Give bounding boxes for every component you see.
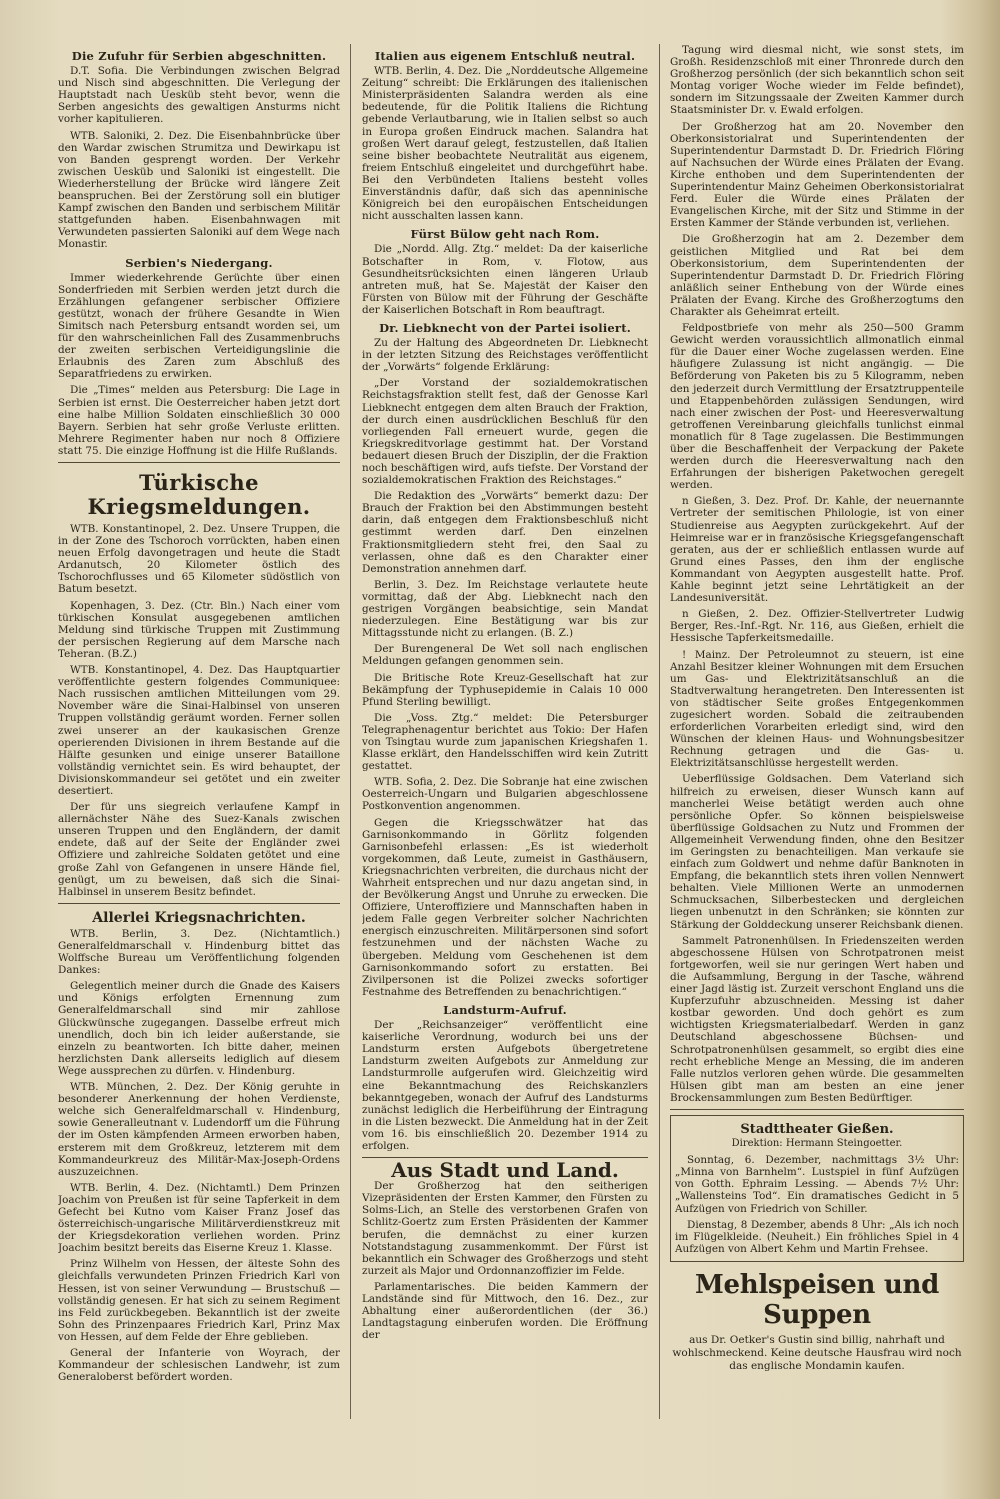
article-paragraph: WTB. Konstantinopel, 2. Dez. Unsere Truppen, die in der Zone des Tschoroch vorrückten, haben einen neuen Erfolg davongetragen und heute die Stadt Ardanutsch, 20 Kilometer östlich des Tschorochflusses und 65 Kilometer südöstlich von Batum besetzt. — [58, 523, 340, 596]
article-paragraph: Der „Reichsanzeiger“ veröffentlicht eine kaiserliche Verordnung, wodurch bei uns der Landsturm ersten Aufgebots übergetretene Landsturm zweiten Aufgebots zur Anmeldung zur Landsturmrolle aufgerufen wird. Gleichzeitig wird eine Bekanntmachung des Reichskanzlers bekanntgegeben, wonach der Aufruf des Landsturms zunächst lediglich die Herbeiführung der Eintragung in die Listen bezweckt. Die Anmeldung hat in der Zeit vom 16. bis einschließlich 20. Dezember 1914 zu erfolgen. — [362, 1019, 648, 1152]
headline: Landsturm-Aufruf. — [443, 1002, 567, 1017]
article-paragraph: Tagung wird diesmal nicht, wie sonst stets, im Großh. Residenzschloß mit einer Thronrede durch den Großherzog persönlich (der sich bekanntlich schon seit Montag voriger Woche wieder im Felde befindet), sondern im Sitzungssaale der Zweiten Kammer durch Staatsminister Dr. v. Ewald erfolgen. — [670, 44, 964, 117]
article-paragraph: D.T. Sofia. Die Verbindungen zwischen Belgrad und Nisch sind abgeschnitten. Die Verlegung der Hauptstadt nach Uesküb steht bevor, wenn die Serben angesichts des gewaltigen Ansturms nicht vorher kapitulieren. — [58, 65, 340, 126]
column-1 — [58, 44, 340, 1479]
article-paragraph: Gegen die Kriegsschwätzer hat das Garnisonkommando in Görlitz folgenden Garnisonbefehl erlassen: „Es ist wiederholt vorgekommen, daß Leute, zumeist in Gasthäusern, Kriegsnachrichten verbreiten, die durchaus nicht der Wahrheit entsprechen und nur dazu angetan sind, in der Bevölkerung Angst und Unruhe zu erwecken. Die Offiziere, Unteroffiziere und Mannschaften haben in jedem Falle gegen Verbreiter solcher Nachrichten energisch einzuschreiten. Militärpersonen sind sofort festzunehmen und der nächsten Wache zu übergeben. Meldung vom Geschehenen ist dem Garnisonkommando sofort zu erstatten. Bei Zivilpersonen ist die Polizei zwecks sofortiger Festnahme des Betreffenden zu benachrichtigen.“ — [362, 816, 648, 998]
headline: Fürst Bülow geht nach Rom. — [410, 227, 600, 242]
section-headline: Aus Stadt und Land. — [391, 1158, 619, 1183]
article-paragraph: Ueberflüssige Goldsachen. Dem Vaterland sich hilfreich zu erweisen, dieser Wunsch kann auf mancherlei Weise betätigt werden auch ohne persönliche Opfer. So können beispielsweise überflüssige Goldsachen zu Nutz und Frommen der Allgemeinheit Verwendung finden, ohne den Besitzer im Geringsten zu benachteiligen. Man verkaufe sie einfach zum Goldwert und nehme dafür Banknoten in Empfang, die bekanntlich stets ihren vollen Nennwert behalten. Viele Millionen Werte an unmodernen Schmucksachen, Silberbestecken und dergleichen liegen unbenutzt in den Schränken; sie könnten zur Stärkung der Golddeckung unserer Reichsbank dienen. — [670, 773, 964, 931]
article-paragraph: Die Britische Rote Kreuz-Gesellschaft hat zur Bekämpfung der Typhusepidemie in Calais 10 000 Pfund Sterling bewilligt. — [362, 671, 648, 708]
article-paragraph: n Gießen, 2. Dez. Offizier-Stellvertreter Ludwig Berger, Res.-Inf.-Rgt. Nr. 116, aus Gießen, erhielt die Hessische Tapferkeitsmedaille. — [670, 608, 964, 645]
section-headline: Türkische Kriegsmeldungen. — [87, 470, 311, 519]
article-paragraph: Die „Times“ melden aus Petersburg: Die Lage in Serbien ist ernst. Die Oesterreicher haben jetzt dort eine halbe Million Soldaten einschließlich 30 000 Bayern. Serbien hat sehr große Verluste erlitten. Mehrere Regimenter haben nur noch 8 Offiziere statt 75. Die einzige Hoffnung ist die Hilfe Rußlands. — [58, 384, 340, 457]
column-3 — [670, 44, 964, 1479]
article-paragraph: Prinz Wilhelm von Hessen, der älteste Sohn des gleichfalls verwundeten Prinzen Friedrich Karl von Hessen, ist von seiner Verwundung — Brustschuß — vollständig genesen. Er hat sich zu seinem Regiment ins Feld zurückbegeben. Bekanntlich ist der zweite Sohn des Prinzenpaares Friedrich Karl, Prinz Max von Hessen, auf dem Felde der Ehre geblieben. — [58, 1258, 340, 1343]
theater-listing: Dienstag, 8 Dezember, abends 8 Uhr: „Als ich noch im Flügelkleide. (Neuheit.) Ein fröhliches Spiel in 4 Aufzügen von Albert Kehm und Martin Frehsee. — [675, 1218, 959, 1255]
article-paragraph: Die „Voss. Ztg.“ meldet: Die Petersburger Telegraphenagentur berichtet aus Tokio: Der Hafen von Tsingtau wurde zum japanischen Kriegshafen 1. Klasse erklärt, den Handelsschiffen wird kein Zutritt gestattet. — [362, 711, 648, 773]
divider — [670, 1109, 964, 1110]
article-paragraph: Die „Nordd. Allg. Ztg.“ meldet: Da der kaiserliche Botschafter in Rom, v. Flotow, aus Gesundheitsrücksichten einen längeren Urlaub antreten muß, hat Se. Majestät der Kaiser den Fürsten von Bülow mit der Führung der Geschäfte der Kaiserlichen Botschaft in Rom beauftragt. — [362, 243, 648, 316]
section-headline: Allerlei Kriegsnachrichten. — [92, 909, 306, 926]
article-paragraph: WTB. Konstantinopel, 4. Dez. Das Hauptquartier veröffentlichte gestern folgendes Communiquee: Nach russischen amtlichen Mitteilungen vom 29. November wäre die Sinai-Halbinsel von unseren Truppen vollständig geräumt worden. Ferner sollen zwei unserer an der kaukasischen Grenze operierenden Divisionen in ihrem Bestande auf die Hälfte gesunken und einige unserer Bataillone vollständig vernichtet sein. Es wird behauptet, der Divisionskommandeur sei getötet und ein zweiter desertiert. — [58, 664, 340, 797]
article-paragraph: Der Burengeneral De Wet soll nach englischen Meldungen gefangen genommen sein. — [362, 643, 648, 668]
headline: Italien aus eigenem Entschluß neutral. — [374, 49, 636, 63]
article-paragraph: ! Mainz. Der Petroleumnot zu steuern, ist eine Anzahl Besitzer kleiner Wohnungen mit dem Ersuchen um Gas- und Elektrizitätsanschluß an die Stadtverwaltung herangetreten. Den Interessenten ist von städtischer Seite großes Entgegenkommen zugesichert worden. Sobald die zeitraubenden erforderlichen Vorarbeiten erledigt sind, wird den Wünschen der kleinen Haus- und Wohnungsbesitzer Rechnung getragen und die Gas- u. Elektrizitätsanschlüsse hergestellt werden. — [670, 648, 964, 770]
article-paragraph: Die Großherzogin hat am 2. Dezember dem geistlichen Mitglied und Rat bei dem Oberkonsistorium, dem Superintendenten der Superintendentur Darmstadt D. Dr. Friedrich Flöring anläßlich seiner Enthebung von der Würde eines Prälaten der Evang. Kirche des Großherzogtums den Charakter als Geheimrat erteilt. — [670, 233, 964, 318]
column-rule — [350, 44, 351, 1419]
article-paragraph: WTB. Berlin, 4. Dez. Die „Norddeutsche Allgemeine Zeitung“ schreibt: Die Erklärungen des italienischen Ministerpräsidenten Salandra werden als eine bedeutende, für die Politik Italiens die Richtung gebende Verlautbarung, wie in Italien selbst so auch in Europa großen Eindruck machen. Salandra hat großen Wert darauf gelegt, festzustellen, daß Italien seine bisher beobachtete Neutralität aus eigenem, freiem Entschluß eingeleitet und durchgeführt habe. Bei den Verbündeten Italiens besteht volles Einverständnis dafür, daß sich das apenninische Königreich bei den europäischen Entscheidungen nicht ausschalten lassen kann. — [362, 65, 648, 223]
article-paragraph: Immer wiederkehrende Gerüchte über einen Sonderfrieden mit Serbien werden jetzt durch die Erzählungen gefangener serbischer Offiziere gestützt, wonach der frühere Gesandte in Wien Simitsch nach Petersburg entsandt worden sei, um für den wahrscheinlichen Fall des Zusammenbruchs der zweiten serbischen Verteidigungslinie die Erlaubnis des Zaren zum Abschluß des Separatfriedens zu erwirken. — [58, 271, 340, 381]
article-paragraph: Der Großherzog hat den seitherigen Vizepräsidenten der Ersten Kammer, den Fürsten zu Solms-Lich, an Stelle des verstorbenen Grafen von Schlitz-Goertz zum Ersten Präsidenten der Kammer berufen, die demnächst zu einer kurzen Notstandstagung zusammenkommt. Der Fürst ist bekanntlich ein Schwager des Großherzogs und steht zurzeit als Major und Ordonnanzoffizier im Felde. — [362, 1180, 648, 1277]
article-paragraph: Gelegentlich meiner durch die Gnade des Kaisers und Königs erfolgten Ernennung zum Generalfeldmarschall sind mir zahllose Glückwünsche zugegangen. Dasselbe erfreut mich unendlich, doch bin ich leider außerstande, sie einzeln zu beantworten. Ich bitte daher, meinen herzlichsten Dank allerseits lediglich auf diesem Wege aussprechen zu dürfen. v. Hindenburg. — [58, 980, 340, 1077]
theater-notice — [670, 1115, 964, 1262]
article-paragraph: Kopenhagen, 3. Dez. (Ctr. Bln.) Nach einer vom türkischen Konsulat ausgegebenen amtlichen Meldung sind türkische Truppen mit Zustimmung der persischen Regierung auf dem Marsche nach Teheran. (B.Z.) — [58, 599, 340, 660]
article-paragraph: WTB. Berlin, 3. Dez. (Nichtamtlich.) Generalfeldmarschall v. Hindenburg bittet das Wolffsche Bureau um Veröffentlichung folgenden Dankes: — [58, 927, 340, 977]
headline: Dr. Liebknecht von der Partei isoliert. — [379, 320, 631, 335]
divider — [58, 462, 340, 463]
column-2 — [362, 44, 648, 1479]
theater-listing: Sonntag, 6. Dezember, nachmittags 3½ Uhr: „Minna von Barnhelm“. Lustspiel in fünf Aufzügen von Gotth. Ephraim Lessing. — Abends 7½ Uhr: „Wallensteins Tod“. Ein dramatisches Gedicht in 5 Aufzügen von Friedrich von Schiller. — [675, 1154, 959, 1215]
advertisement-text: aus Dr. Oetker's Gustin sind billig, nahrhaft und wohlschmeckend. Keine deutsche Hausfrau wird noch das englische Mondamin kaufen. — [672, 1333, 962, 1372]
article-paragraph: n Gießen, 3. Dez. Prof. Dr. Kahle, der neuernannte Vertreter der semitischen Philologie, ist von einer Studienreise aus Aegypten zurückgekehrt. Auf der Heimreise war er in französische Kriegsgefangenschaft geraten, aus der er schließlich entlassen wurde auf Grund eines Passes, den ihm der englische Kommandant von Aegypten ausgestellt hatte. Prof. Kahle beginnt jetzt seine Lehrtätigkeit an der Landesuniversität. — [670, 495, 964, 605]
column-rule — [659, 44, 660, 1419]
headline: Serbien's Niedergang. — [125, 255, 273, 270]
article-paragraph: Der für uns siegreich verlaufene Kampf in allernächster Nähe des Suez-Kanals zwischen unseren Truppen und den Engländern, der damit endete, daß auf der Seite der Engländer zwei Offiziere und zahlreiche Soldaten getötet und eine große Zahl von Gefangenen in unsere Hände fiel, genügt, um zu beweisen, daß sich die Sinai-Halbinsel in unserem Besitz befindet. — [58, 801, 340, 898]
article-paragraph: „Der Vorstand der sozialdemokratischen Reichstagsfraktion stellt fest, daß der Genosse Karl Liebknecht entgegen dem alten Brauch der Fraktion, der durch einen ausdrücklichen Beschluß für den vorliegenden Fall erneuert wurde, gegen die Kriegskreditvorlage gestimmt hat. Der Vorstand bedauert diesen Bruch der Disziplin, der die Fraktion noch beschäftigen wird, aufs tiefste. Der Vorstand der sozialdemokratischen Fraktion des Reichstages.“ — [362, 377, 648, 487]
article-paragraph: Feldpostbriefe von mehr als 250—500 Gramm Gewicht werden voraussichtlich allmonatlich einmal für die Dauer einer Woche zugelassen werden. Eine häufigere Zulassung ist nicht angängig. — Die Beförderung von Paketen bis zu 5 Kilogramm, neben den jederzeit durch Vermittlung der Ersatztruppenteile und Etappenbehörden zulässigen Sendungen, wird nach einer zwischen der Post- und Heeresverwaltung getroffenen Vereinbarung gleichfalls tunlichst einmal monatlich für 8 Tage zugelassen. Die Bestimmungen über die Beschaffenheit der Verpackung der Pakete werden durch die Heeresverwaltung nach den Erfahrungen der bisherigen Paketwochen geregelt werden. — [670, 322, 964, 492]
article-paragraph: WTB. Sofia, 2. Dez. Die Sobranje hat eine zwischen Oesterreich-Ungarn und Bulgarien abgeschlossene Postkonvention angenommen. — [362, 776, 648, 813]
article-paragraph: WTB. Berlin, 4. Dez. (Nichtamtl.) Dem Prinzen Joachim von Preußen ist für seine Tapferkeit in dem Gefecht bei Kutno vom Kaiser Franz Josef das österreichisch-ungarische Militärverdienstkreuz mit der Kriegsdekoration verliehen worden. Prinz Joachim besitzt bereits das Eiserne Kreuz 1. Klasse. — [58, 1181, 340, 1255]
headline: Die Zufuhr für Serbien abgeschnitten. — [71, 49, 327, 63]
article-paragraph: Berlin, 3. Dez. Im Reichstage verlautete heute vormittag, daß der Abg. Liebknecht nach den gestrigen Vorgängen beabsichtige, sein Mandat niederzulegen. Eine Bestätigung war bis zur Mittagsstunde nicht zu erlangen. (B. Z.) — [362, 578, 648, 640]
article-paragraph: WTB. München, 2. Dez. Der König geruhte in besonderer Anerkennung der hohen Verdienste, welche sich Generalfeldmarschall v. Hindenburg, sowie Generalleutnant v. Ludendorff um die Führung der im Osten kämpfenden Armeen erworben haben, ersterem mit dem Großkreuz, letzterem mit dem Kommandeurkreuz des Militär-Max-Joseph-Ordens auszuzeichnen. — [58, 1081, 340, 1178]
theater-title: Stadttheater Gießen. — [740, 1121, 894, 1137]
article-paragraph: Der Großherzog hat am 20. November den Oberkonsistorialrat und Superintendenten der Superintendentur Darmstadt D. Dr. Friedrich Flöring auf Nachsuchen der Würde eines Prälaten der Evang. Kirche enthoben und dem Superintendenten der Superintendentur Mainz Geheimen Oberkonsistorialrat Ferd. Euler die Würde eines Prälaten der Evangelischen Kirche, mit der Sitz und Stimme in der Ersten Kammer der Stände verbunden ist, verliehen. — [670, 120, 964, 230]
divider — [58, 903, 340, 904]
article-paragraph: Sammelt Patronenhülsen. In Friedenszeiten werden abgeschossene Hülsen von Schrotpatronen meist fortgeworfen, weil sie nur geringen Wert haben und die Aufsammlung, Bergung in der Tasche, während einer Jagd lästig ist. Zurzeit verschont England uns die Kupferzufuhr abzuschneiden. Messing ist daher kostbar geworden. Und doch gehört es zum wichtigsten Kriegsmaterialbedarf. Werden in ganz Deutschland abgeschossene Büchsen- und Schrotpatronenhülsen gesammelt, so ergibt dies eine recht erhebliche Menge an Messing, die im anderen Falle nutzlos verloren gehen würde. Die gesammelten Hülsen gibt man am besten an eine jener Brockensammlungen zum Besten Bedürftiger. — [670, 934, 964, 1104]
article-paragraph: Parlamentarisches. Die beiden Kammern der Landstände sind für Mittwoch, den 16. Dez., zur Abhaltung einer außerordentlichen (der 36.) Landtagstagung einberufen worden. Die Eröffnung der — [362, 1280, 648, 1342]
article-paragraph: General der Infanterie von Woyrach, der Kommandeur der schlesischen Landwehr, ist zum Generaloberst befördert worden. — [58, 1347, 340, 1384]
article-paragraph: Die Redaktion des „Vorwärts“ bemerkt dazu: Der Brauch der Fraktion bei den Abstimmungen besteht darin, daß entgegen dem Fraktionsbeschluß nicht gestimmt werden darf. Den einzelnen Fraktionsmitgliedern steht frei, den Saal zu verlassen, ohne daß es den Charakter einer Demonstration annehmen darf. — [362, 490, 648, 575]
theater-direction: Direktion: Hermann Steingoetter. — [731, 1138, 903, 1150]
advertisement-headline: Mehlspeisen und Suppen — [695, 1269, 939, 1330]
article-paragraph: Zu der Haltung des Abgeordneten Dr. Liebknecht in der letzten Sitzung des Reichstages veröffentlicht der „Vorwärts“ folgende Erklärung: — [362, 337, 648, 374]
article-paragraph: WTB. Saloniki, 2. Dez. Die Eisenbahnbrücke über den Wardar zwischen Strumitza und Dewirkapu ist von Banden gesprengt worden. Der Verkehr zwischen Uesküb und Saloniki ist eingestellt. Die Wiederherstellung der Brücke wird längere Zeit beanspruchen. Bei der Zerstörung soll ein blutiger Kampf zwischen den Banden und serbischem Militär stattgefunden haben. Eisenbahnwagen mit Verwundeten passierten Saloniki auf dem Wege nach Monastir. — [58, 129, 340, 251]
